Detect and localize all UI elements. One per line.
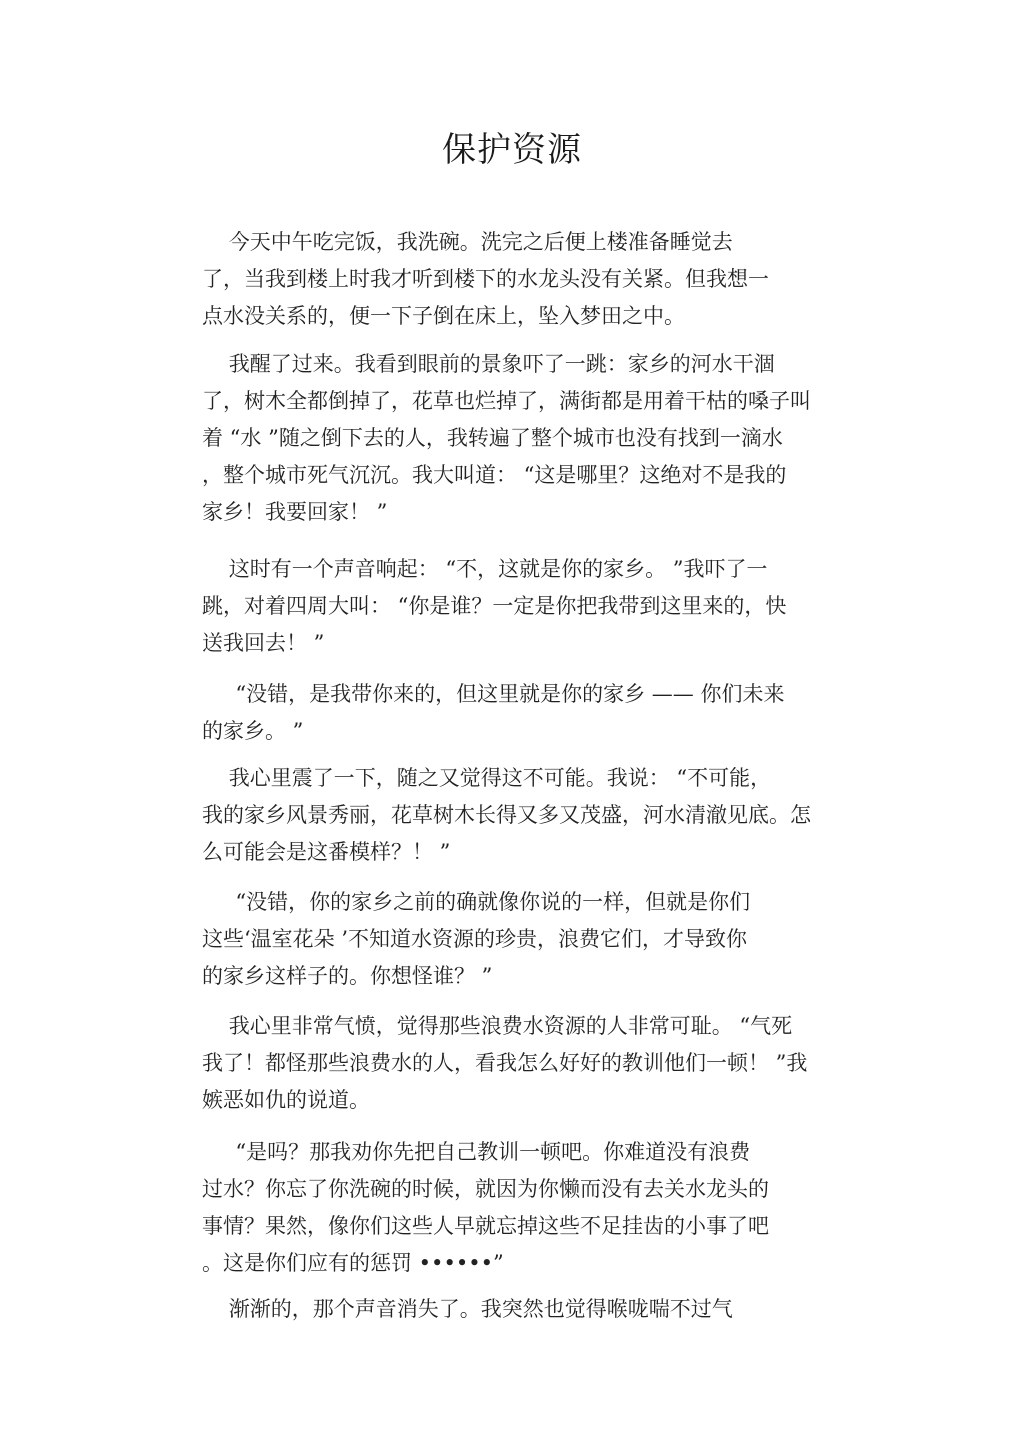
paragraph-line: 的家乡。 ”: [202, 719, 304, 743]
paragraph-line: 的家乡这样子的。你想怪谁？ ”: [202, 964, 493, 988]
paragraph-line: 过水？你忘了你洗碗的时候，就因为你懒而没有去关水龙头的: [202, 1177, 769, 1201]
paragraph-4: [202, 676, 882, 750]
paragraph-line: 。这是你们应有的惩罚 ••••••”: [202, 1251, 504, 1275]
paragraph-line: 跳，对着四周大叫： “你是谁？一定是你把我带到这里来的，快: [202, 594, 787, 618]
paragraph-line: 了，树木全都倒掉了，花草也烂掉了，满街都是用着干枯的嗓子叫: [202, 389, 811, 413]
paragraph-line: 我的家乡风景秀丽，花草树木长得又多又茂盛，河水清澈见底。怎: [202, 803, 811, 827]
paragraph-line: 我心里震了一下，随之又觉得这不可能。我说： “不可能，: [202, 766, 772, 790]
paragraph-line: 么可能会是这番模样？！ ”: [202, 840, 451, 864]
paragraph-line: ，整个城市死气沉沉。我大叫道： “这是哪里？这绝对不是我的: [202, 463, 787, 487]
paragraph-line: 着 “水 ”随之倒下去的人，我转遍了整个城市也没有找到一滴水: [202, 426, 783, 450]
paragraph-line: “没错，是我带你来的，但这里就是你的家乡 —— 你们未来: [202, 682, 785, 706]
paragraph-line: 事情？果然，像你们这些人早就忘掉这些不足挂齿的小事了吧: [202, 1214, 769, 1238]
paragraph-line: 渐渐的，那个声音消失了。我突然也觉得喉咙喘不过气: [202, 1297, 733, 1321]
paragraph-line: 今天中午吃完饭，我洗碗。洗完之后便上楼准备睡觉去: [202, 230, 733, 254]
paragraph-7: [202, 1008, 882, 1119]
paragraph-line: 我醒了过来。我看到眼前的景象吓了一跳：家乡的河水干涸: [202, 352, 775, 376]
paragraph-line: “没错，你的家乡之前的确就像你说的一样，但就是你们: [202, 890, 751, 914]
paragraph-line: 嫉恶如仇的说道。: [202, 1088, 370, 1112]
paragraph-line: 这时有一个声音响起： “不，这就是你的家乡。 ”我吓了一: [202, 557, 768, 581]
paragraph-6: [202, 884, 882, 995]
paragraph-line: 点水没关系的，便一下子倒在床上，坠入梦田之中。: [202, 304, 685, 328]
document-title: 保护资源: [442, 130, 582, 170]
paragraph-line: 送我回去！ ”: [202, 631, 325, 655]
paragraph-1: [202, 224, 882, 335]
paragraph-2: [202, 346, 882, 531]
paragraph-line: 了，当我到楼上时我才听到楼下的水龙头没有关紧。但我想一: [202, 267, 769, 291]
paragraph-9: [202, 1291, 882, 1328]
paragraph-3: [202, 551, 882, 662]
paragraph-line: “是吗？那我劝你先把自己教训一顿吧。你难道没有浪费: [202, 1140, 751, 1164]
paragraph-line: 这些‘温室花朵 ’不知道水资源的珍贵，浪费它们，才导致你: [202, 927, 748, 951]
paragraph-8: [202, 1134, 882, 1282]
paragraph-5: [202, 760, 882, 871]
paragraph-line: 我了！都怪那些浪费水的人，看我怎么好好的教训他们一顿！ ”我: [202, 1051, 808, 1075]
paragraph-line: 我心里非常气愤，觉得那些浪费水资源的人非常可耻。 “气死: [202, 1014, 793, 1038]
paragraph-line: 家乡！我要回家！ ”: [202, 500, 388, 524]
